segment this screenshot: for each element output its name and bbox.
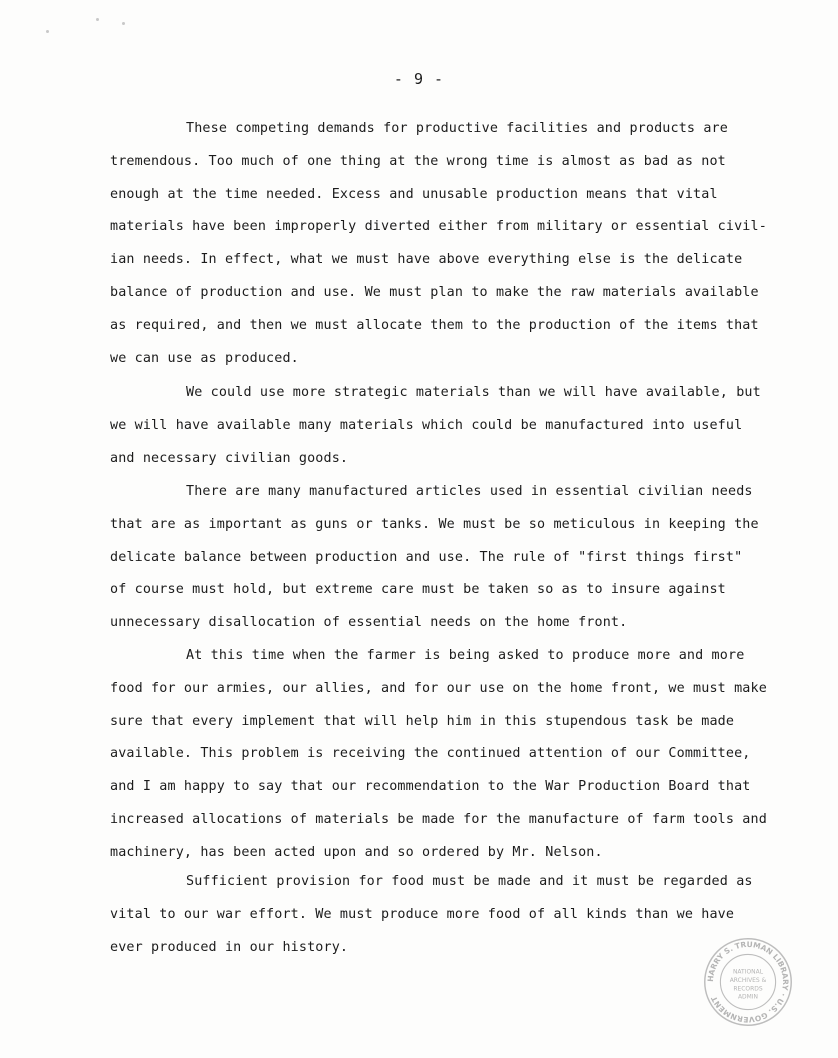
text-line: balance of production and use. We must plan to make the raw materials available xyxy=(110,284,759,300)
text-line: that are as important as guns or tanks. We must be so meticulous in keeping the xyxy=(110,516,759,532)
text-line: tremendous. Too much of one thing at the wrong time is almost as bad as not xyxy=(110,153,726,169)
stamp-inner-line: NATIONAL xyxy=(732,968,764,976)
paragraph-2 xyxy=(110,377,760,475)
stamp-inner-line: ADMIN xyxy=(737,993,759,1001)
stamp-inner-line: ARCHIVES & xyxy=(729,977,767,984)
stamp-ring-textpath: HARRY S. TRUMAN LIBRARY · U.S. GOVERNMENT xyxy=(705,939,790,1025)
paper-speck xyxy=(96,18,99,21)
stamp-inner-line: RECORDS xyxy=(733,985,763,993)
paragraph-4 xyxy=(110,640,767,870)
text-line: ian needs. In effect, what we must have above everything else is the delicate xyxy=(110,252,743,268)
text-line: food for our armies, our allies, and for our use on the home front, we must make xyxy=(110,680,767,696)
text-line: and necessary civilian goods. xyxy=(110,450,349,466)
text-line: materials have been improperly diverted either from military or essential civil- xyxy=(110,219,767,235)
paper-speck xyxy=(46,30,49,33)
text-line: unnecessary disallocation of essential needs on the home front. xyxy=(110,615,628,631)
paper-speck xyxy=(122,22,125,25)
text-line: These competing demands for productive facilities and products are xyxy=(186,121,728,136)
paragraph-3 xyxy=(110,476,760,640)
text-line: delicate balance between production and use. The rule of "first things first" xyxy=(110,549,743,565)
text-line: available. This problem is receiving the continued attention of our Committee, xyxy=(110,746,751,762)
text-line: ever produced in our history. xyxy=(110,939,349,955)
text-line: as required, and then we must allocate them to the production of the items that xyxy=(110,317,759,333)
text-line: we will have available many materials which could be manufactured into useful xyxy=(110,417,743,433)
text-line: enough at the time needed. Excess and unusable production means that vital xyxy=(110,186,718,202)
paragraph-1 xyxy=(110,113,767,375)
text-line: At this time when the farmer is being asked to produce more and more xyxy=(186,648,745,663)
paragraph-5 xyxy=(110,866,760,964)
text-line: of course must hold, but extreme care must be taken so as to insure against xyxy=(110,582,726,598)
text-line: vital to our war effort. We must produce more food of all kinds than we have xyxy=(110,906,735,922)
text-line: Sufficient provision for food must be made and it must be regarded as xyxy=(186,874,753,889)
text-line: and I am happy to say that our recommendation to the War Production Board that xyxy=(110,779,751,795)
text-line: increased allocations of materials be made for the manufacture of farm tools and xyxy=(110,811,767,827)
text-line: There are many manufactured articles used in essential civilian needs xyxy=(186,484,753,499)
archive-stamp-seal xyxy=(702,936,794,1028)
text-line: machinery, has been acted upon and so ordered by Mr. Nelson. xyxy=(110,844,603,860)
page-number: - 9 - xyxy=(393,70,445,88)
text-line: We could use more strategic materials than we will have available, but xyxy=(186,385,761,400)
text-line: we can use as produced. xyxy=(110,350,299,366)
text-line: sure that every implement that will help him in this stupendous task be made xyxy=(110,713,735,729)
